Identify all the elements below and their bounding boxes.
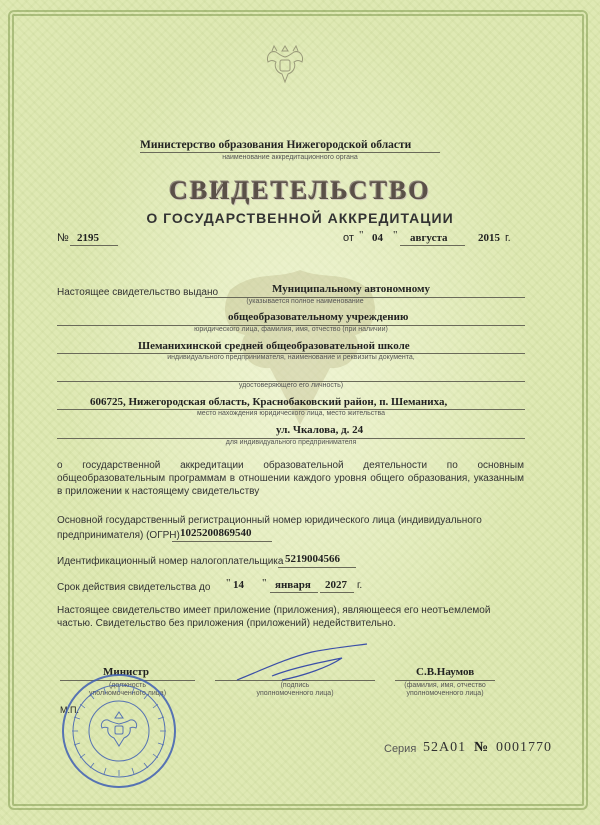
appendix-text: Настоящее свидетельство имеет приложение (приложения), являющееся его неотъемлемой частью. Свидетельство без приложения (приложений) недействительно. (57, 605, 491, 629)
certificate-number: 2195 (77, 232, 99, 244)
issue-year-suffix: г. (505, 232, 511, 244)
recipient-hint3: индивидуального предпринимателя, наименование и реквизиты документа, (167, 354, 415, 361)
mp-label: М.П. (60, 705, 79, 715)
serial-number: 0001770 (496, 740, 552, 755)
recipient-address2: ул. Чкалова, д. 24 (276, 424, 364, 436)
coat-of-arms-emblem (262, 42, 308, 86)
recipient-line3: Шеманихинской средней общеобразовательной школе (138, 340, 410, 352)
authority-hint: наименование аккредитационного органа (222, 154, 358, 161)
sign-hint1: (подпись (280, 682, 310, 689)
certificate-page: Министерство образования Нижегородской области наименование аккредитационного органа СВИДЕТЕЛЬСТВО О ГОСУДАРСТВЕННОЙ АККРЕДИТАЦИИ № 2195 от " 04 " августа 2015 г. Настоящее свидетельство выдано Муниципальному автономному (указывается полное наименование общеобразовательному учреждению юридического лица, фамилия, имя, отчество (при наличии) Шеманихинской средней общеобразовательной школе индивидуального предпринимателя, наименование и реквизиты документа, удостоверяющего его личность) 606725, Нижегородская область, Краснобаковский район, п. Шеманиха, место нахождения юридического лица, место жительства ул. Чкалова, д. 24 для индивидуального предпринимателя о государственной аккредитации образовательной деятельности по основным общеобразовательным программам в отношении каждого уровня общего образования, указанным в приложении к настоящему свидетельству Основной государственный регистрационный номер юридического лица (индивидуального предпринимателя) (ОГРН) 1025200869540 Идентификационный номер налогоплательщика 5219004566 Срок действия свидетельства до " 14 " января 2027 г. Настоящее свидетельство имеет приложение (приложения), являющееся его неотъемлемой частью. Свидетельство без приложения (приложений) недействительно. Министр (должность уполномоченного лица) (подпись уполномоченного лица) С.В.Наумов (фамилия, имя, отчество уполномоченного лица) М.П. Серия 52А01 № 0001770 (0, 0, 600, 825)
recipient-hint5: место нахождения юридического лица, место жительства (196, 410, 385, 417)
accreditation-text: о государственной аккредитации образовательной деятельности по основным общеобразовательным программам в отношении каждого уровня общего образования, указанным в приложении к настоящему свидетельству (57, 460, 524, 497)
validity-day: 14 (233, 579, 244, 591)
validity-label: Срок действия свидетельства до (57, 582, 211, 593)
validity-month: января (275, 579, 311, 591)
signatory-name: С.В.Наумов (416, 666, 475, 678)
name-hint2: уполномоченного лица) (406, 690, 484, 697)
recipient-hint4: удостоверяющего его личность) (238, 382, 344, 389)
certificate-subtitle: О ГОСУДАРСТВЕННОЙ АККРЕДИТАЦИИ (146, 210, 454, 226)
ogrn-label-line2: предпринимателя) (ОГРН) (57, 530, 180, 541)
recipient-address1: 606725, Нижегородская область, Краснобаковский район, п. Шеманиха, (90, 396, 448, 408)
issue-year: 2015 (478, 232, 500, 244)
serial-series: 52А01 (423, 740, 467, 755)
authority-name: Министерство образования Нижегородской области (140, 139, 412, 151)
issue-month: августа (410, 232, 448, 244)
recipient-hint2: юридического лица, фамилия, имя, отчество (при наличии) (194, 326, 388, 333)
sign-hint2: уполномоченного лица) (256, 690, 334, 697)
validity-year: 2027 (325, 579, 347, 591)
serial-number-sign: № (474, 740, 489, 755)
inn-label: Идентификационный номер налогоплательщика (57, 556, 284, 567)
ogrn-label-line1: Основной государственный регистрационный номер юридического лица (индивидуального (57, 515, 482, 526)
recipient-hint1: (указывается полное наименование (246, 298, 364, 305)
recipient-intro: Настоящее свидетельство выдано (57, 287, 219, 298)
date-from-label: от (343, 232, 354, 244)
recipient-hint6: для индивидуального предпринимателя (225, 439, 357, 446)
handwritten-signature (232, 640, 372, 690)
recipient-line1: Муниципальному автономному (272, 283, 431, 295)
validity-year-suffix: г. (357, 580, 363, 591)
inn-value: 5219004566 (285, 553, 340, 565)
serial-label: Серия (384, 743, 417, 755)
signatory-position: Министр (103, 666, 149, 678)
recipient-line2: общеобразовательному учреждению (228, 311, 409, 323)
issue-day: 04 (372, 232, 383, 244)
name-hint1: (фамилия, имя, отчество (404, 682, 486, 689)
certificate-title: СВИДЕТЕЛЬСТВО (169, 176, 431, 205)
number-sign: № (57, 232, 69, 244)
position-hint2: уполномоченного лица) (88, 690, 167, 697)
ogrn-value: 1025200869540 (180, 527, 252, 539)
official-stamp-seal (60, 672, 178, 790)
position-hint1: (должность (108, 682, 147, 689)
